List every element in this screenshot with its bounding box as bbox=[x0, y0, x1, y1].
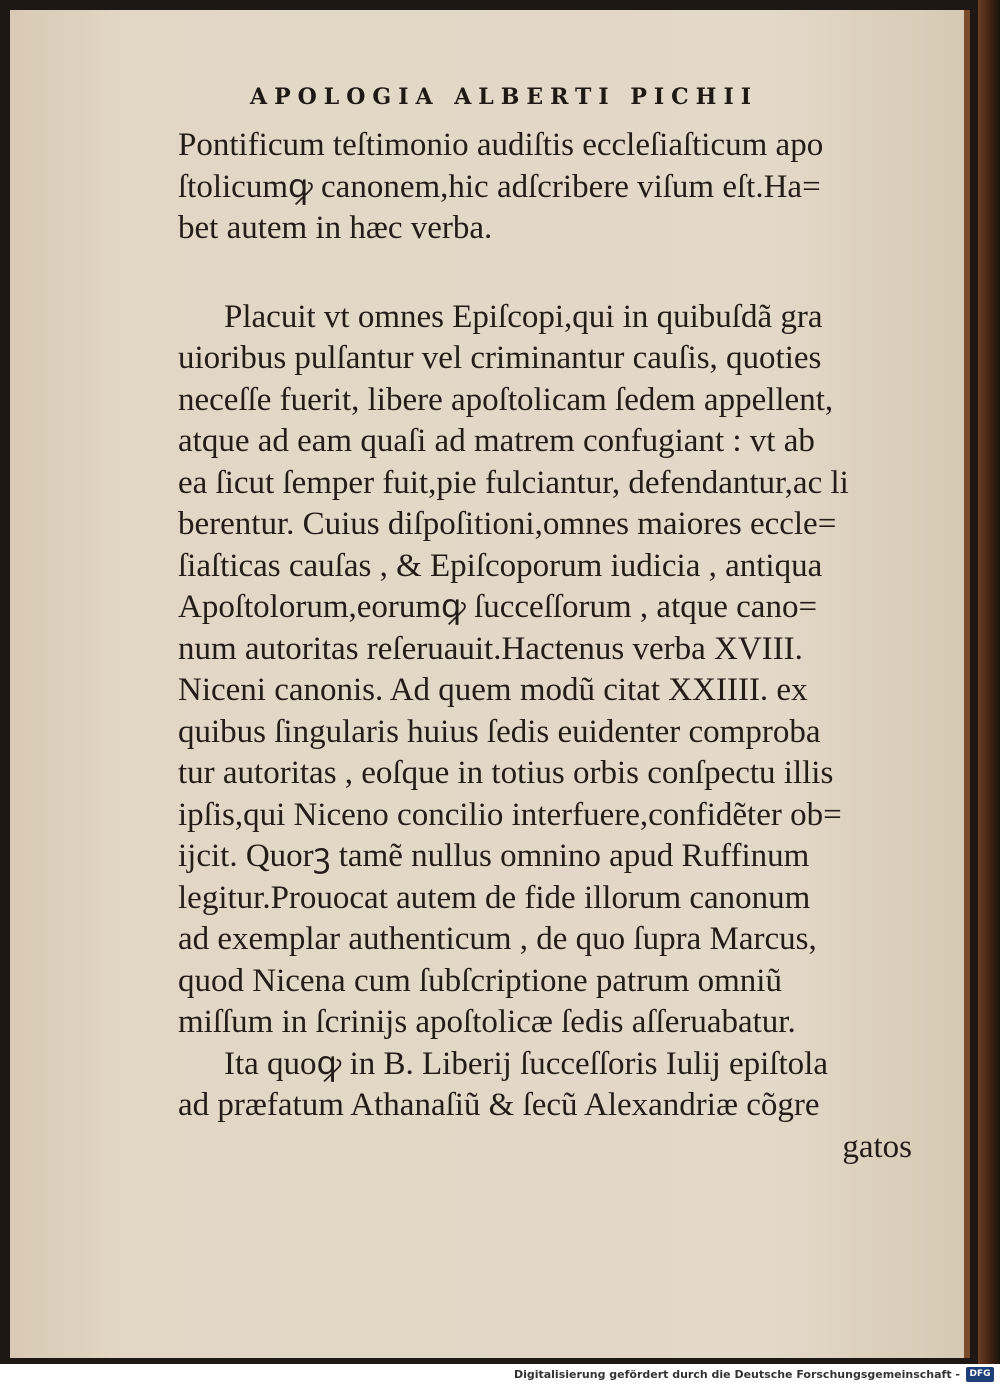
catchword: gatos bbox=[842, 1128, 912, 1165]
text-line: miſſum in ſcrinijs apoſtolicæ ſedis aſſeruabatur. bbox=[178, 1004, 796, 1040]
text-line: ipſis,qui Niceno concilio interfuere,confidẽter ob= bbox=[178, 796, 842, 833]
dfg-logo-icon: DFG bbox=[966, 1367, 994, 1382]
body-text bbox=[178, 125, 938, 1168]
text-line: quibus ſingularis huius ſedis euidenter comproba bbox=[178, 713, 821, 750]
paragraph-gap bbox=[178, 250, 938, 297]
text-line: Placuit vt omnes Epiſcopi,qui in quibuſdã gra bbox=[224, 298, 823, 335]
binding-edge bbox=[978, 0, 1000, 1364]
text-line: berentur. Cuius diſpoſitioni,omnes maiores eccle= bbox=[178, 506, 837, 542]
running-head: APOLOGIA ALBERTI PICHII bbox=[250, 84, 759, 110]
text-line: legitur.Prouocat autem de fide illorum canonum bbox=[178, 879, 811, 916]
text-line: Pontificum teſtimonio audiſtis eccleſiaſticum apo bbox=[178, 127, 824, 163]
text-line: bet autem in hæc verba. bbox=[178, 210, 493, 246]
text-line: quod Nicena cum ſubſcriptione patrum omniũ bbox=[178, 962, 782, 999]
text-line: Ita quoꝙ in B. Liberij ſucceſſoris Iulij epiſtola bbox=[224, 1045, 828, 1082]
text-line: Apoſtolorum,eorumꝙ ſucceſſorum , atque cano= bbox=[178, 589, 818, 625]
text-line: ijcit. Quorꝫ tamẽ nullus omnino apud Ruffinum bbox=[178, 838, 810, 874]
text-line: ad exemplar authenticum , de quo ſupra Marcus, bbox=[178, 921, 817, 957]
text-line: num autoritas reſeruauit.Hactenus verba XVIII. bbox=[178, 630, 803, 667]
text-line: ſtolicumꝙ canonem,hic adſcribere viſum eſt.Ha= bbox=[178, 168, 821, 205]
text-line: ad præfatum Athanaſiũ & ſecũ Alexandriæ cõgre bbox=[178, 1087, 820, 1123]
text-line: uioribus pulſantur vel criminantur cauſis, quoties bbox=[178, 340, 822, 376]
text-line: Niceni canonis. Ad quem modũ citat XXIIII. ex bbox=[178, 672, 808, 708]
text-line: ſiaſticas cauſas , & Epiſcoporum iudicia , antiqua bbox=[178, 547, 823, 584]
text-line: ea ſicut ſemper fuit,pie fulciantur, defendantur,ac li bbox=[178, 464, 849, 501]
text-line: neceſſe fuerit, libere apoſtolicam ſedem appellent, bbox=[178, 381, 834, 418]
funding-credit: Digitalisierung gefördert durch die Deutsche Forschungsgemeinschaft - bbox=[513, 1368, 960, 1381]
text-line: atque ad eam quaſi ad matrem confugiant : vt ab bbox=[178, 423, 815, 459]
text-line: tur autoritas , eoſque in totius orbis conſpectu illis bbox=[178, 755, 834, 791]
